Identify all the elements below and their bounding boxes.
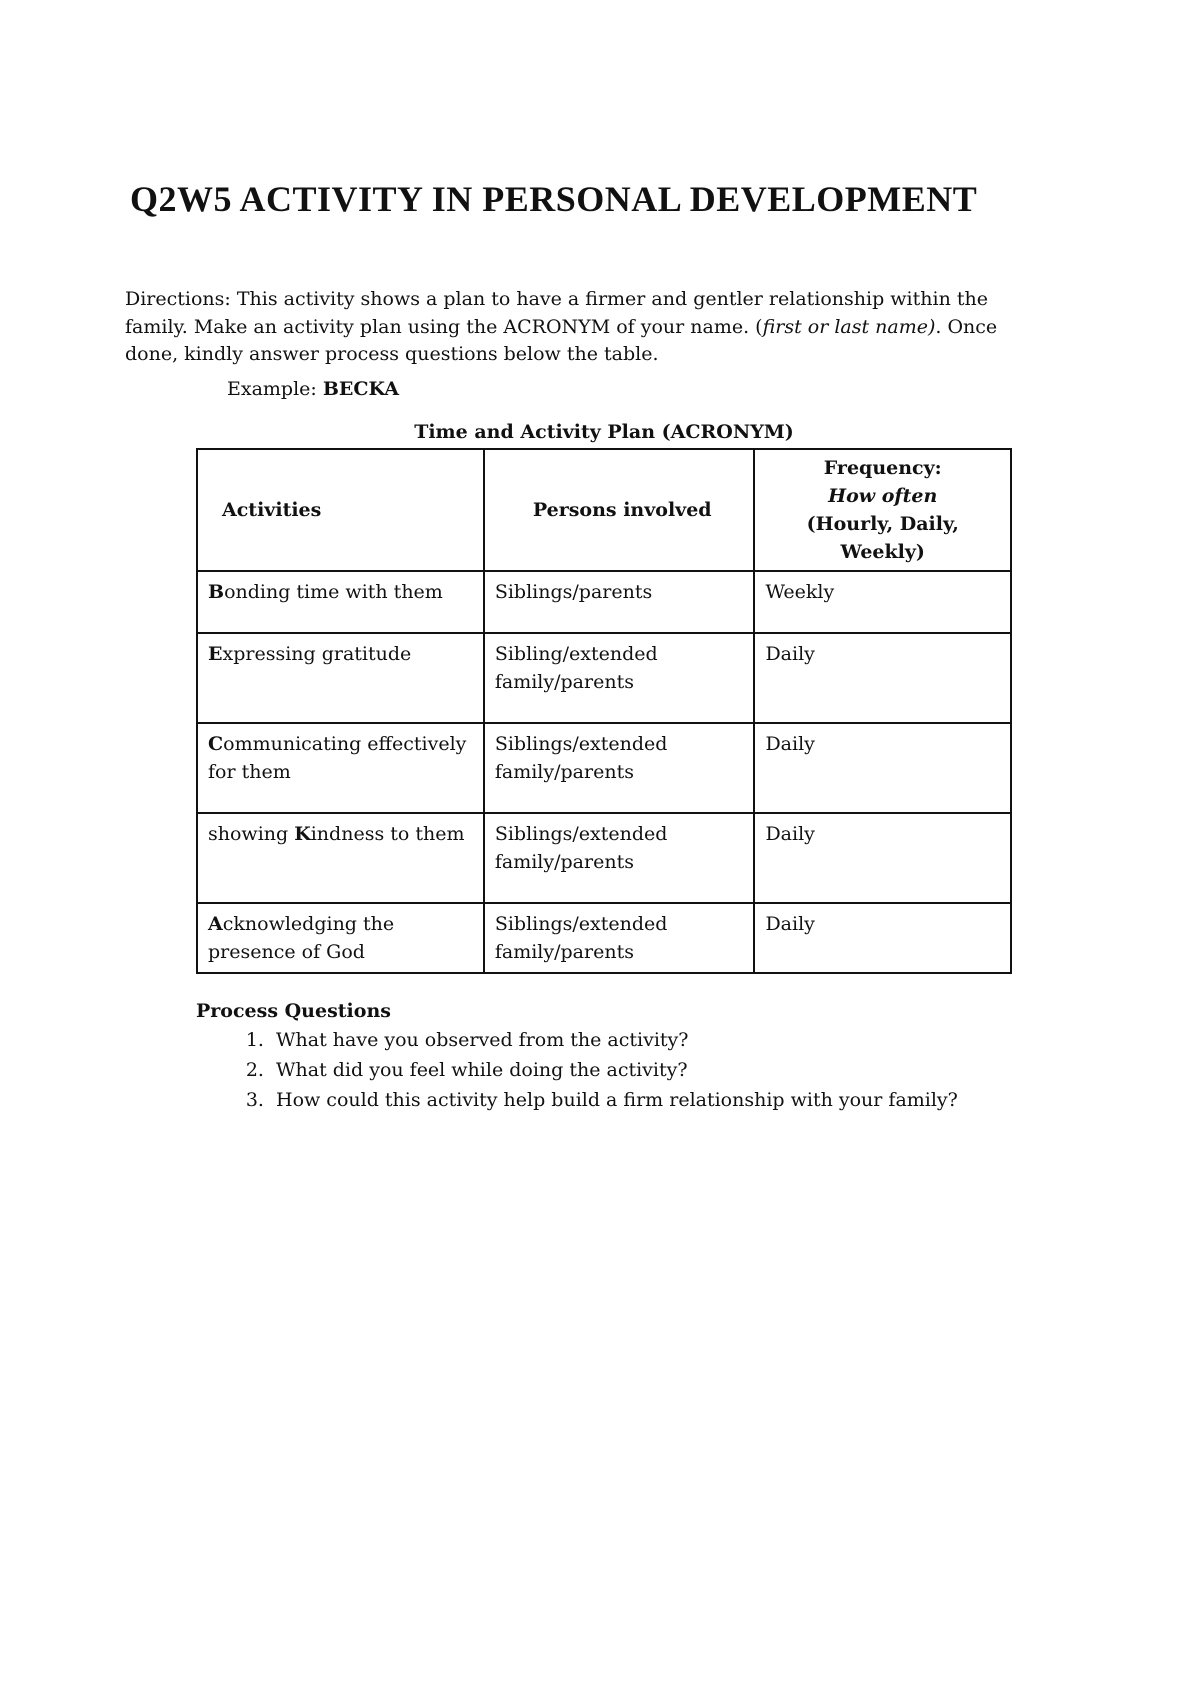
frequency-cell: Daily [754, 633, 1011, 723]
header-frequency-label: Frequency: [823, 457, 942, 479]
table-row [197, 903, 1011, 973]
activity-rest: ommunicating effectively for them [208, 733, 467, 783]
header-activities: Activities [197, 449, 484, 571]
list-item: 1. What have you observed from the activity? [270, 1025, 958, 1055]
frequency-cell: Daily [754, 813, 1011, 903]
persons-cell: Siblings/extended family/parents [484, 723, 755, 813]
persons-cell: Siblings/extended family/parents [484, 813, 755, 903]
frequency-cell: Daily [754, 903, 1011, 973]
frequency-cell: Daily [754, 723, 1011, 813]
directions-italic: first or last name) [762, 315, 936, 338]
example-value: BECKA [322, 378, 400, 400]
persons-cell: Siblings/extended family/parents [484, 903, 755, 973]
activity-plan-table [196, 448, 1012, 974]
page-title: Q2W5 ACTIVITY IN PERSONAL DEVELOPMENT [130, 179, 978, 219]
directions-paragraph [125, 286, 1025, 369]
header-persons: Persons involved [484, 449, 755, 571]
table-row [197, 633, 1011, 723]
table-row [197, 813, 1011, 903]
example-label: Example: [227, 378, 317, 400]
activity-prefix: showing [208, 823, 295, 845]
directions-text-end: . Once done, kindly answer process questions below the table. [125, 315, 998, 365]
activity-rest: xpressing gratitude [222, 643, 412, 665]
acronym-letter: A [208, 913, 223, 935]
table-row [197, 571, 1011, 633]
activity-cell [197, 571, 484, 633]
example-line [227, 378, 399, 400]
table-header-row [197, 449, 1011, 571]
list-item: 3. How could this activity help build a firm relationship with your family? [270, 1085, 958, 1115]
activity-cell [197, 723, 484, 813]
activity-cell [197, 903, 484, 973]
acronym-letter: E [208, 643, 223, 665]
persons-cell: Siblings/parents [484, 571, 755, 633]
header-frequency-options: (Hourly, Daily, Weekly) [806, 513, 959, 563]
process-questions-list [230, 1025, 958, 1115]
header-frequency-how-often: How often [828, 485, 938, 507]
directions-text: Directions: This activity shows a plan to have a firmer and gentler relationship within the family. Make an activity plan using the ACRONYM of your name. ( [125, 288, 988, 338]
activity-cell [197, 813, 484, 903]
acronym-letter: K [294, 823, 311, 845]
table-title: Time and Activity Plan (ACRONYM) [414, 421, 794, 443]
frequency-cell: Weekly [754, 571, 1011, 633]
table-row [197, 723, 1011, 813]
activity-cell [197, 633, 484, 723]
activity-rest: cknowledging the presence of God [208, 913, 395, 963]
persons-cell: Sibling/extended family/parents [484, 633, 755, 723]
list-item: 2. What did you feel while doing the activity? [270, 1055, 958, 1085]
header-frequency [754, 449, 1011, 571]
acronym-letter: B [208, 581, 225, 603]
process-questions-title: Process Questions [196, 1000, 391, 1022]
acronym-letter: C [208, 733, 224, 755]
activity-rest: indness to them [310, 823, 465, 845]
activity-rest: onding time with them [224, 581, 443, 603]
